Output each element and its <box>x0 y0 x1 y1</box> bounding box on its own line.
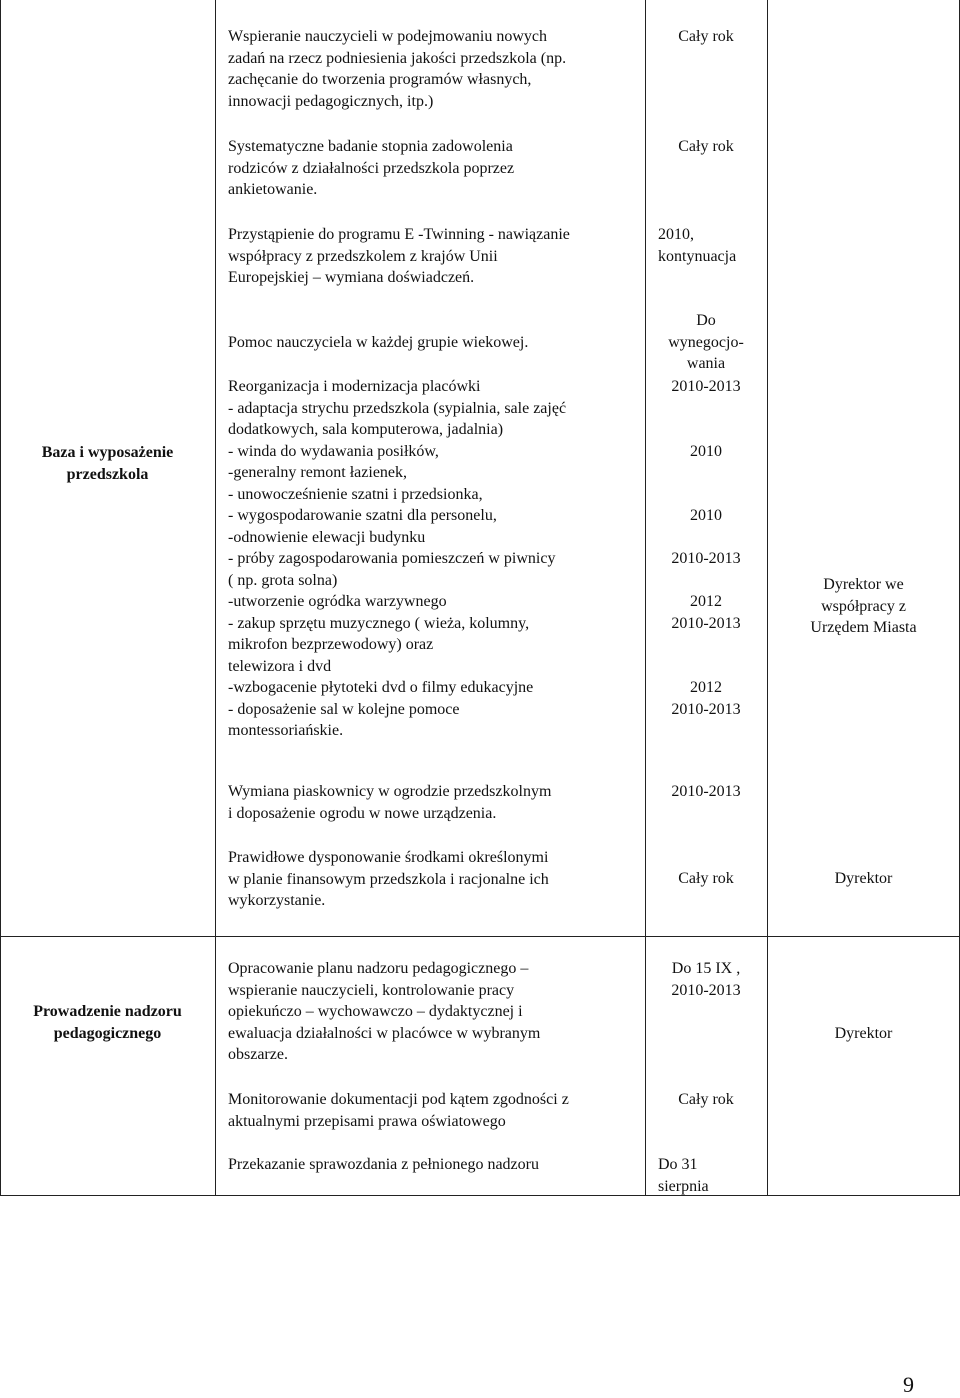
category-label: Prowadzenie nadzoru pedagogicznego <box>33 1003 182 1042</box>
page-number: 9 <box>903 1372 914 1397</box>
task-text: Wspieranie nauczycieli w podejmowaniu nowych zadań na rzecz podniesienia jakości przedszkola (np. zachęcanie do tworzenia programów własnych, innowacji pedagogicznych, itp.) <box>228 28 567 110</box>
table-border-bottom <box>0 1195 960 1196</box>
term-text: Cały rok <box>678 870 734 887</box>
term-text: Cały rok <box>678 28 734 45</box>
term-text: 2010-2013 <box>671 783 741 800</box>
term-text: Cały rok <box>678 1091 734 1108</box>
term-text: Do 15 IX , 2010-2013 <box>671 960 741 999</box>
task-text: Przekazanie sprawozdania z pełnionego nadzoru <box>228 1156 539 1173</box>
term-text: Do 31 sierpnia <box>658 1156 709 1195</box>
section-divider <box>0 936 960 937</box>
task-text: Opracowanie planu nadzoru pedagogicznego – wspieranie nauczycieli, kontrolowanie pracy opiekuńczo – wychowawczo – dydaktycznej i ewaluacja działalności w placówce w wybranym obszarze. <box>228 960 541 1063</box>
task-text: Prawidłowe dysponowanie środkami określonymi w planie finansowym przedszkola i racjonalne ich wykorzystanie. <box>228 849 549 909</box>
task-text: Pomoc nauczyciela w każdej grupie wiekowej. <box>228 334 529 351</box>
term-text: Cały rok <box>678 138 734 155</box>
term-text: 2010, kontynuacja <box>658 226 737 265</box>
task-text: Reorganizacja i modernizacja placówki - adaptacja strychu przedszkola (sypialnia, sale zajęć dodatkowych, sala komputerowa, jadalnia) - winda do wydawania posiłków, -generalny remont łazienek, - unowocześnienie szatni i przedsionka, - wygospodarowanie szatni dla personelu, -odnowienie elewacji budynku - próby zagospodarowania pomieszczeń w piwnicy ( np. grota solna) -utworzenie ogródka warzywnego - zakup sprzętu muzycznego ( wieża, kolumny, mikrofon bezprzewodowy) oraz telewizora i dvd -wzbogacenie płytoteki dvd o filmy edukacyjne - doposażenie sal w kolejne pomoce montessoriańskie. <box>228 378 567 739</box>
responsible-text: Dyrektor <box>834 870 893 887</box>
responsible-text: Dyrektor <box>834 1025 893 1042</box>
column-divider-1 <box>215 0 216 1195</box>
term-text: 2010-2013 2010 2010 2010-2013 2012 2010-2013 2012 2010-2013 <box>671 378 741 718</box>
task-text: Przystąpienie do programu E -Twinning - nawiązanie współpracy z przedszkolem z krajów Unii Europejskiej – wymiana doświadczeń. <box>228 226 570 286</box>
responsible-text: Dyrektor we współpracy z Urzędem Miasta <box>810 576 917 636</box>
task-text: Wymiana piaskownicy w ogrodzie przedszkolnym i doposażenie ogrodu w nowe urządzenia. <box>228 783 552 822</box>
term-text: Do wynegocjo- wania <box>668 312 744 372</box>
category-label: Baza i wyposażenie przedszkola <box>41 444 174 483</box>
task-text: Monitorowanie dokumentacji pod kątem zgodności z aktualnymi przepisami prawa oświatowego <box>228 1091 569 1130</box>
task-text: Systematyczne badanie stopnia zadowolenia rodziców z działalności przedszkola poprzez ankietowanie. <box>228 138 515 198</box>
